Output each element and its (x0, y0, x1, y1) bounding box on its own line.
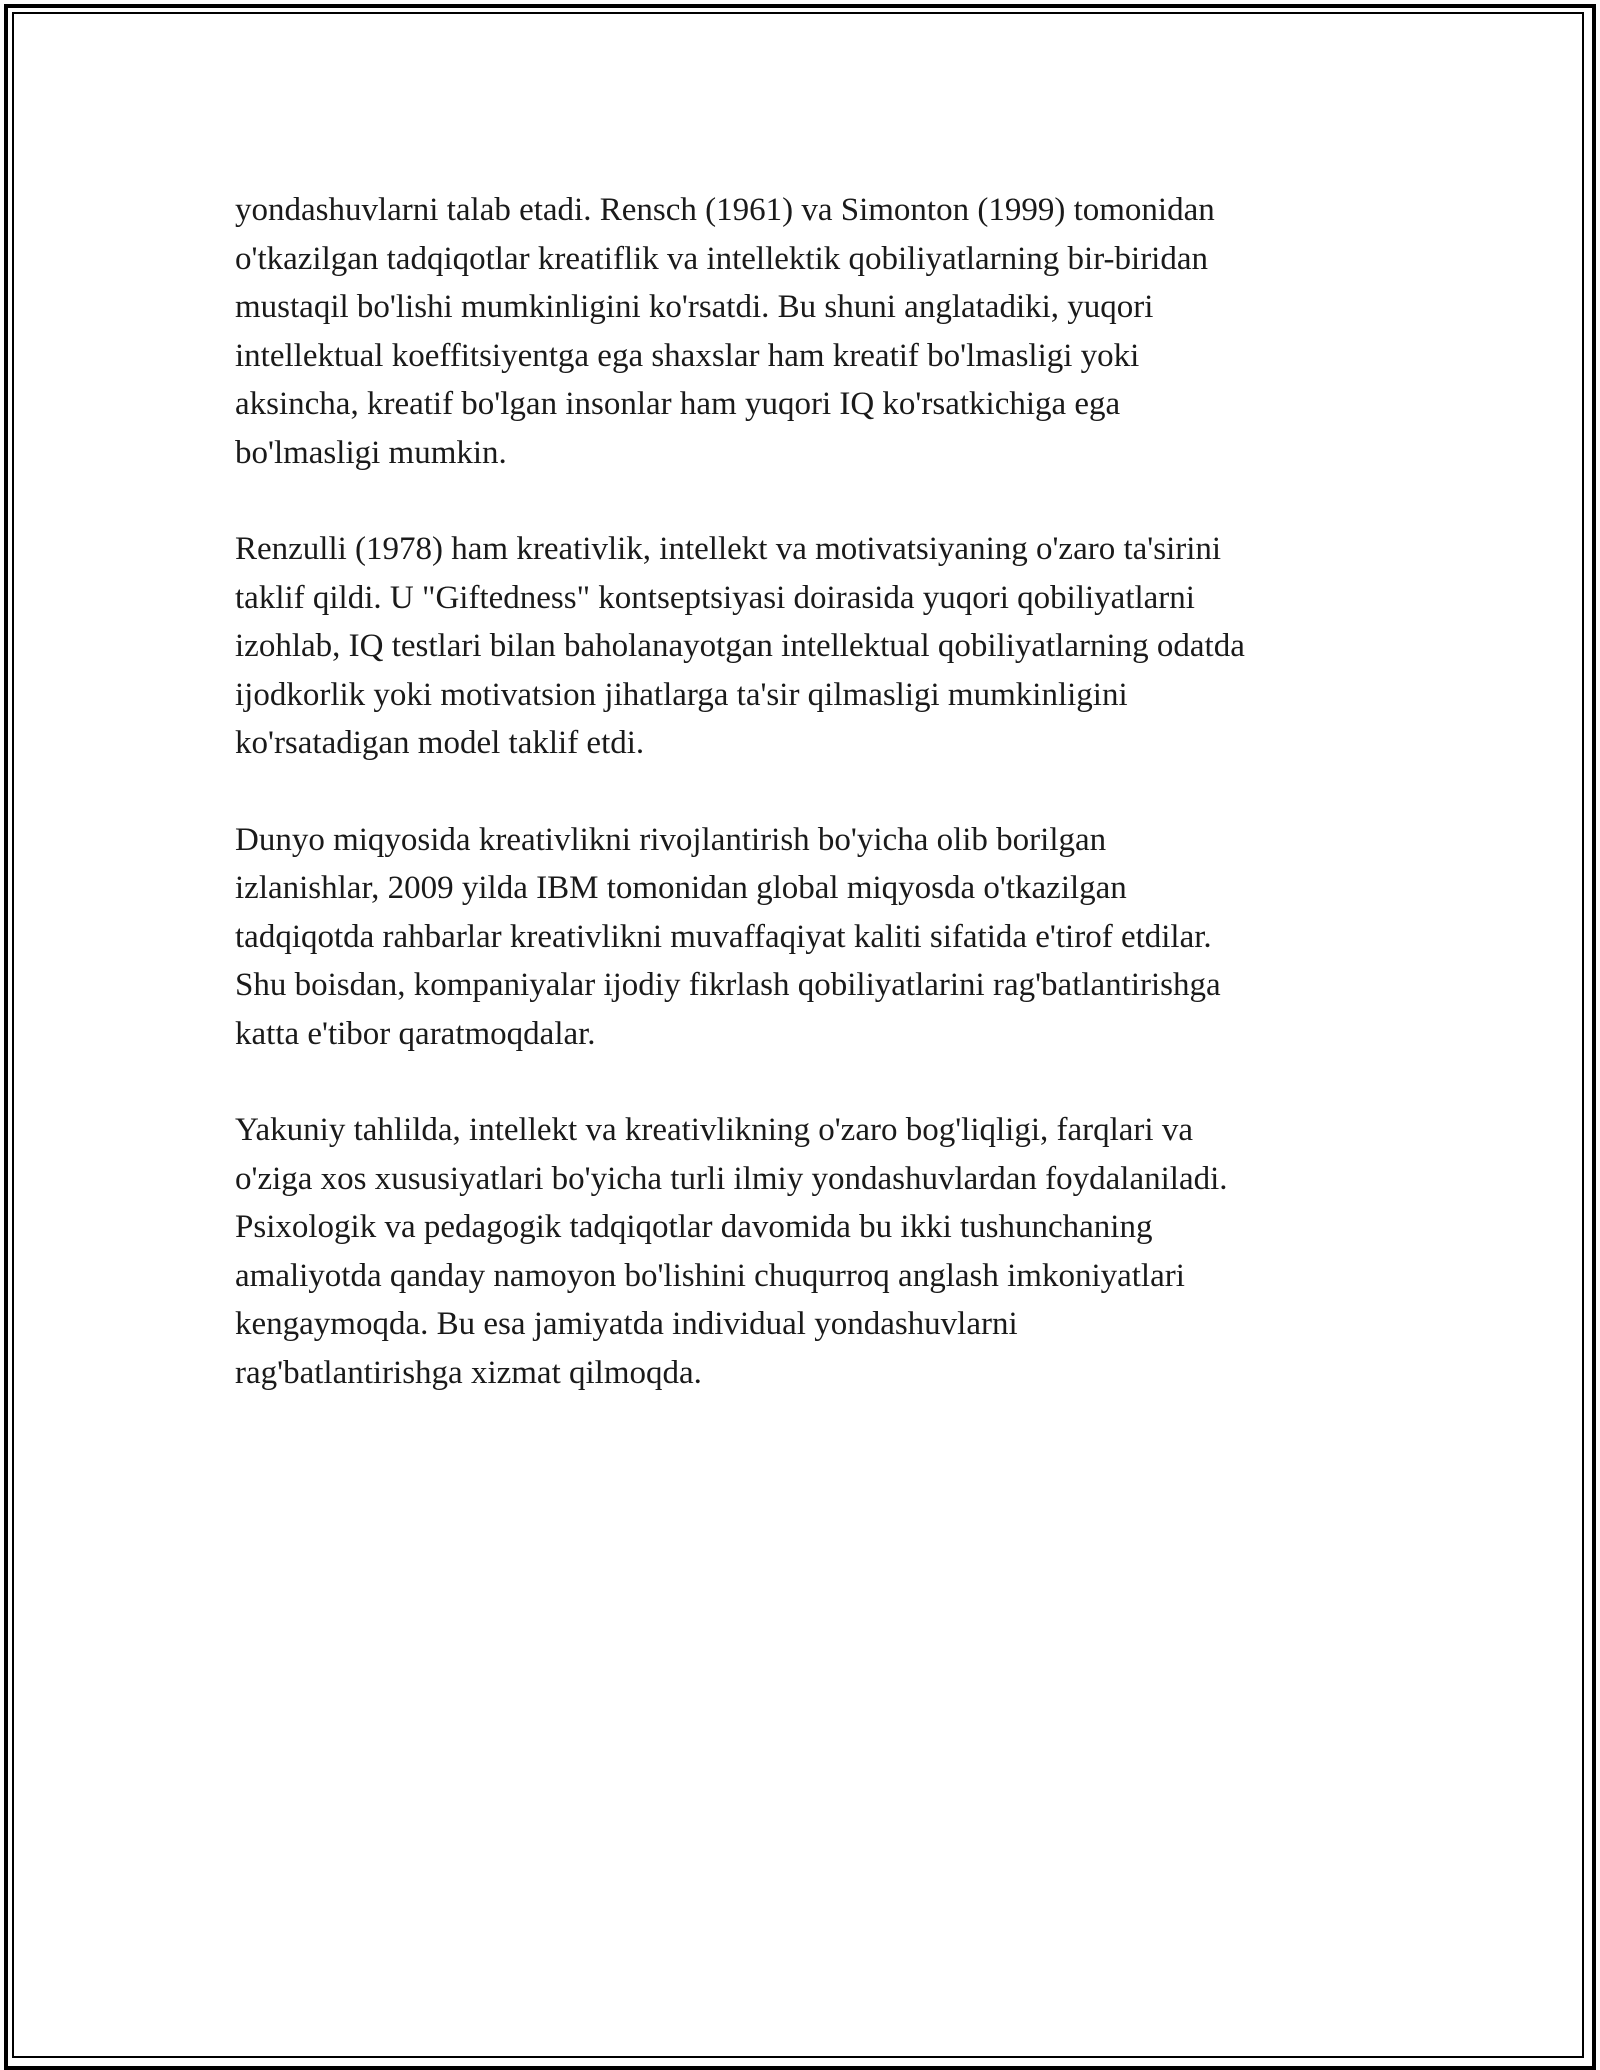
paragraph-1 (235, 186, 1375, 477)
text-line: izlanishlar, 2009 yilda IBM tomonidan global miqyosda o'tkazilgan (235, 870, 1127, 906)
text-line: bo'lmasligi mumkin. (235, 434, 507, 471)
text-line: Psixologik va pedagogik tadqiqotlar davomida bu ikki tushunchaning (235, 1209, 1153, 1245)
text-line: aksincha, kreatif bo'lgan insonlar ham yuqori IQ ko'rsatkichiga ega (235, 386, 1121, 422)
text-line: amaliyotda qanday namoyon bo'lishini chuqurroq anglash imkoniyatlari (235, 1257, 1185, 1294)
text-line: izohlab, IQ testlari bilan baholanayotgan intellektual qobiliyatlarning odatda (235, 628, 1245, 664)
document-body (235, 186, 1375, 1445)
paragraph-4 (235, 1106, 1375, 1397)
text-line: Yakuniy tahlilda, intellekt va kreativlikning o'zaro bog'liqligi, farqlari va (235, 1112, 1193, 1148)
text-line: mustaqil bo'lishi mumkinligini ko'rsatdi. Bu shuni anglatadiki, yuqori (235, 289, 1154, 325)
text-line: Renzulli (1978) ham kreativlik, intellekt va motivatsiyaning o'zaro ta'sirini (235, 531, 1222, 567)
text-line: tadqiqotda rahbarlar kreativlikni muvaffaqiyat kaliti sifatida e'tirof etdilar. (235, 918, 1212, 955)
text-line: yondashuvlarni talab etadi. Rensch (1961) va Simonton (1999) tomonidan (235, 192, 1215, 228)
text-line: ko'rsatadigan model taklif etdi. (235, 725, 645, 761)
text-line: ijodkorlik yoki motivatsion jihatlarga ta'sir qilmasligi mumkinligini (235, 676, 1128, 713)
text-line: o'tkazilgan tadqiqotlar kreatiflik va intellektik qobiliyatlarning bir-biridan (235, 240, 1209, 277)
text-line: Shu boisdan, kompaniyalar ijodiy fikrlash qobiliyatlarini rag'batlantirishga (235, 967, 1221, 1003)
text-line: Dunyo miqyosida kreativlikni rivojlantirish bo'yicha olib borilgan (235, 821, 1107, 858)
paragraph-3 (235, 816, 1375, 1059)
text-line: o'ziga xos xususiyatlari bo'yicha turli ilmiy yondashuvlardan foydalaniladi. (235, 1160, 1228, 1197)
text-line: taklif qildi. U "Giftedness" kontseptsiyasi doirasida yuqori qobiliyatlarni (235, 579, 1195, 616)
text-line: katta e'tibor qaratmoqdalar. (235, 1015, 596, 1052)
text-line: kengaymoqda. Bu esa jamiyatda individual yondashuvlarni (235, 1306, 1018, 1342)
text-line: rag'batlantirishga xizmat qilmoqda. (235, 1354, 702, 1391)
paragraph-2 (235, 525, 1375, 768)
text-line: intellektual koeffitsiyentga ega shaxslar ham kreatif bo'lmasligi yoki (235, 337, 1140, 374)
